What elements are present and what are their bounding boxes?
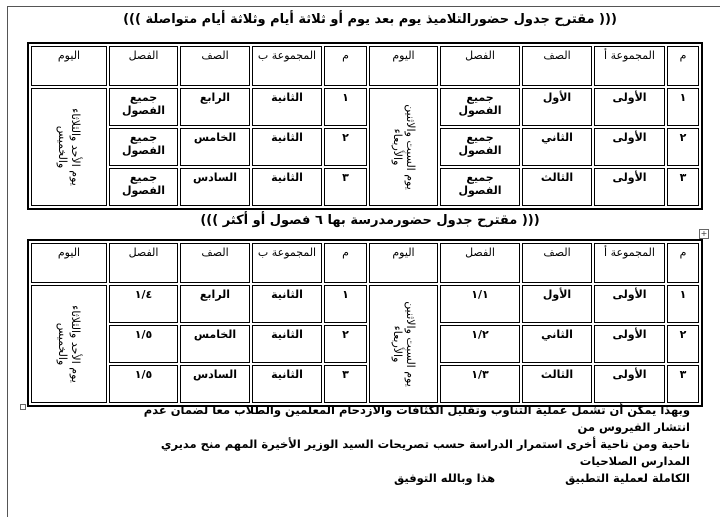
cell-grade: الرابع xyxy=(180,285,250,323)
cell-group: الثانية xyxy=(252,128,322,166)
table-row xyxy=(31,128,699,166)
paragraph-line: الكاملة لعملية التطبيق xyxy=(565,471,690,485)
header-grade: الصف xyxy=(180,243,250,283)
cell-num: ٢ xyxy=(667,325,699,363)
header-group-a: المجموعة أ xyxy=(594,46,665,86)
closing-text: هذا وبالله التوفيق xyxy=(394,471,496,485)
cell-class: ١/٣ xyxy=(440,365,520,403)
attendance-table-2 xyxy=(27,239,703,407)
resize-handle[interactable] xyxy=(20,404,26,410)
table-row xyxy=(31,168,699,206)
cell-grade: الثالث xyxy=(522,365,592,403)
day-text: يوم السبت والاثنين والأربعاء xyxy=(390,301,417,387)
cell-num: ١ xyxy=(667,88,699,126)
day-text: يوم السبت والاثنين والأربعاء xyxy=(390,104,417,190)
closing-paragraph xyxy=(130,402,690,487)
cell-grade: السادس xyxy=(180,365,250,403)
header-day: اليوم xyxy=(369,46,438,86)
cell-day xyxy=(369,88,438,206)
header-group-a: المجموعة أ xyxy=(594,243,665,283)
cell-class: جميع الفصول xyxy=(440,88,520,126)
cell-grade: الرابع xyxy=(180,88,250,126)
cell-day xyxy=(31,88,107,206)
cell-group: الثانية xyxy=(252,168,322,206)
cell-num: ١ xyxy=(324,285,367,323)
header-class: الفصل xyxy=(109,243,178,283)
cell-num: ٢ xyxy=(324,128,367,166)
cell-grade: السادس xyxy=(180,168,250,206)
header-group-b: المجموعة ب xyxy=(252,46,322,86)
header-grade: الصف xyxy=(180,46,250,86)
header-grade: الصف xyxy=(522,243,592,283)
cell-class: جميع الفصول xyxy=(109,168,178,206)
header-num: م xyxy=(324,46,367,86)
cell-num: ٢ xyxy=(324,325,367,363)
paragraph-line: ناحية ومن ناحية أخرى استمرار الدراسة حسب تصريحات السيد الوزير الأخيرة المهم منح مديري المدارس الصلاحيات xyxy=(160,437,690,468)
cell-day xyxy=(31,285,107,403)
cell-num: ٣ xyxy=(324,365,367,403)
table-row xyxy=(31,88,699,126)
cell-grade: الخامس xyxy=(180,325,250,363)
cell-class: جميع الفصول xyxy=(109,88,178,126)
header-num: م xyxy=(667,243,699,283)
day-text: يوم الأحد والثلاثاء والخميس xyxy=(56,108,82,186)
table-row xyxy=(31,325,699,363)
cell-num: ٢ xyxy=(667,128,699,166)
header-row xyxy=(31,46,699,86)
header-day: اليوم xyxy=(31,243,107,283)
cell-num: ٣ xyxy=(667,168,699,206)
cell-group: الأولى xyxy=(594,365,665,403)
table1-title: ((( مقترح جدول حضورالتلاميذ يوم بعد يوم أو ثلاثة أيام وثلاثة أيام متواصلة ))) xyxy=(123,12,617,27)
cell-num: ١ xyxy=(667,285,699,323)
day-text: يوم الأحد والثلاثاء والخميس xyxy=(56,305,82,383)
table-row xyxy=(31,365,699,403)
cell-grade: الأول xyxy=(522,285,592,323)
cell-class: ١/٥ xyxy=(109,365,178,403)
cell-group: الثانية xyxy=(252,325,322,363)
table-row xyxy=(31,285,699,323)
cell-num: ١ xyxy=(324,88,367,126)
cell-class: ١/٥ xyxy=(109,325,178,363)
header-day: اليوم xyxy=(31,46,107,86)
header-row xyxy=(31,243,699,283)
cell-grade: الثاني xyxy=(522,325,592,363)
header-class: الفصل xyxy=(440,243,520,283)
cell-day xyxy=(369,285,438,403)
cell-num: ٣ xyxy=(667,365,699,403)
cell-num: ٣ xyxy=(324,168,367,206)
cell-grade: الأول xyxy=(522,88,592,126)
header-class: الفصل xyxy=(440,46,520,86)
cell-group: الأولى xyxy=(594,285,665,323)
cell-group: الأولى xyxy=(594,128,665,166)
cell-grade: الثاني xyxy=(522,128,592,166)
cell-class: جميع الفصول xyxy=(109,128,178,166)
table2-title: ((( مقترح جدول حضورمدرسة بها ٦ فصول أو أكثر ))) xyxy=(200,213,540,228)
cell-class: ١/١ xyxy=(440,285,520,323)
cell-class: ١/٢ xyxy=(440,325,520,363)
header-num: م xyxy=(667,46,699,86)
cell-group: الأولى xyxy=(594,325,665,363)
paragraph-line: وبهذا يمكن أن تشمل عملية التناوب وتقليل الكثافات والازدحام المعلمين والطلاب معا لضمان عدم انتشار الفيروس من xyxy=(143,403,690,434)
table-move-handle-icon[interactable]: + xyxy=(700,229,708,238)
header-group-b: المجموعة ب xyxy=(252,243,322,283)
header-num: م xyxy=(324,243,367,283)
header-grade: الصف xyxy=(522,46,592,86)
cell-class: جميع الفصول xyxy=(440,128,520,166)
cell-group: الثانية xyxy=(252,285,322,323)
cell-grade: الثالث xyxy=(522,168,592,206)
attendance-table-1 xyxy=(27,42,703,210)
cell-class: ١/٤ xyxy=(109,285,178,323)
header-day: اليوم xyxy=(369,243,438,283)
cell-group: الثانية xyxy=(252,88,322,126)
cell-group: الأولى xyxy=(594,88,665,126)
cell-class: جميع الفصول xyxy=(440,168,520,206)
cell-group: الثانية xyxy=(252,365,322,403)
header-class: الفصل xyxy=(109,46,178,86)
cell-group: الأولى xyxy=(594,168,665,206)
cell-grade: الخامس xyxy=(180,128,250,166)
paragraph-line-3 xyxy=(130,470,690,487)
